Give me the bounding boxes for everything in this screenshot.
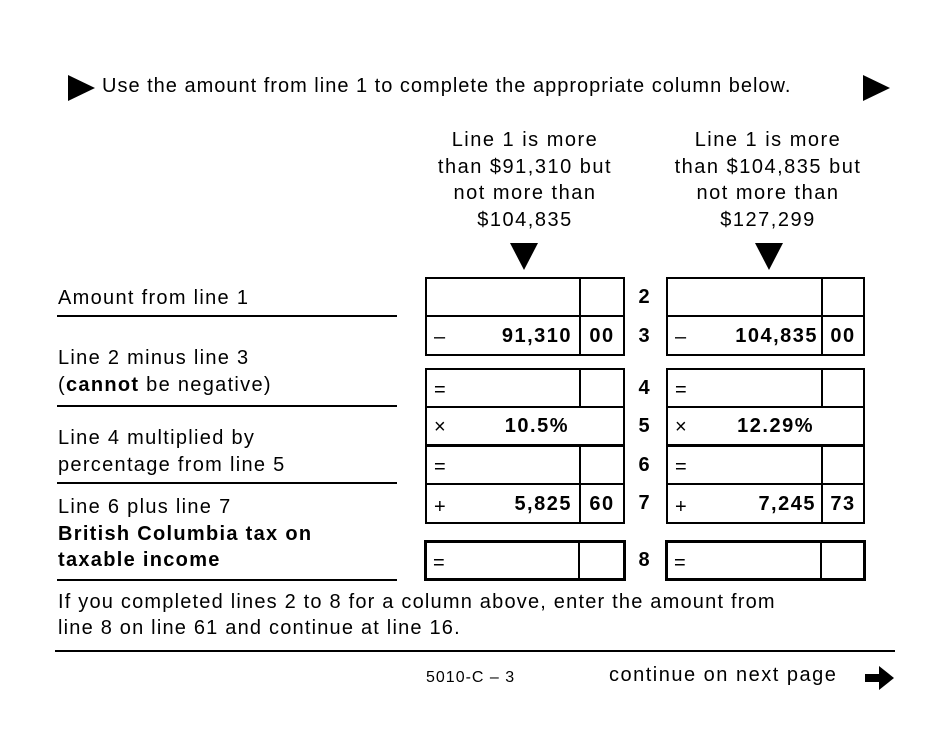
equals-sign: = [675, 379, 687, 401]
plus-sign: + [434, 496, 446, 518]
right-arrow-icon [865, 665, 895, 691]
rate: 10.5% [504, 415, 569, 437]
col2-line6-field[interactable] [666, 445, 865, 485]
amount: 5,825 [514, 493, 572, 515]
down-arrow-icon [510, 243, 538, 270]
continue-text: continue on next page [609, 664, 838, 686]
line-number: 5 [638, 415, 650, 437]
divider [57, 405, 397, 407]
equals-sign: = [675, 456, 687, 478]
heading-line: than $91,310 but [437, 155, 613, 178]
note-text: line 8 on line 61 and continue at line 16. [58, 617, 461, 639]
cents: 00 [589, 325, 615, 347]
heading-line: Line 1 is more [451, 129, 599, 151]
label-text: Line 2 minus line 3 [58, 347, 250, 369]
col2-line8-field[interactable] [665, 540, 866, 581]
instruction-row [68, 74, 894, 102]
col1-line6-field[interactable] [425, 445, 625, 485]
amount: 7,245 [758, 493, 816, 515]
footer-divider [55, 650, 895, 652]
heading-line: $127,299 [720, 208, 816, 231]
col2-line7-field[interactable] [666, 483, 865, 524]
heading-line: than $104,835 but [674, 155, 862, 178]
label-text: Line 4 multiplied by [58, 427, 256, 449]
plus-sign: + [675, 496, 687, 518]
equals-sign: = [434, 379, 446, 401]
label-text: ( [58, 373, 66, 396]
minus-sign: – [675, 326, 687, 348]
label-text: British Columbia tax on [58, 522, 313, 545]
cents: 73 [830, 493, 856, 515]
cents: 60 [589, 493, 615, 515]
label-text: Line 6 plus line 7 [58, 496, 232, 518]
line-number: 3 [638, 325, 650, 347]
column-2-heading [658, 127, 878, 233]
column-1-heading [420, 127, 630, 233]
note-text: If you completed lines 2 to 8 for a column above, enter the amount from [58, 591, 776, 613]
equals-sign: = [434, 456, 446, 478]
divider [57, 482, 397, 484]
line-number: 2 [638, 286, 650, 308]
multiply-sign: × [675, 416, 687, 438]
line-number: 4 [638, 377, 650, 399]
line-number: 7 [638, 492, 650, 514]
play-arrow-icon [68, 75, 95, 101]
divider [57, 579, 397, 581]
divider [57, 315, 397, 317]
heading-line: Line 1 is more [694, 129, 842, 151]
minus-sign: – [434, 326, 446, 348]
amount: 91,310 [501, 325, 572, 347]
col1-line2-field[interactable] [425, 277, 625, 317]
col1-line8-field[interactable] [424, 540, 626, 581]
multiply-sign: × [434, 416, 446, 438]
rate: 12.29% [737, 415, 814, 437]
instruction-text: Use the amount from line 1 to complete the appropriate column below. [102, 75, 792, 97]
label-line-8 [58, 494, 312, 574]
play-arrow-icon [863, 75, 890, 101]
line-number: 6 [638, 454, 650, 476]
heading-line: not more than [696, 182, 840, 204]
col2-line2-field[interactable] [666, 277, 865, 317]
label-line-6 [58, 425, 286, 478]
down-arrow-icon [755, 243, 783, 270]
col1-line4-field[interactable] [425, 368, 625, 408]
equals-sign: = [433, 552, 445, 574]
label-emphasis: cannot [65, 373, 140, 396]
col1-line3-field[interactable] [425, 315, 625, 356]
label-text: be negative) [139, 373, 272, 396]
label-text [58, 372, 272, 399]
col2-line5-field[interactable] [666, 406, 865, 446]
footer-note [58, 589, 918, 641]
amount: 104,835 [735, 325, 818, 347]
equals-sign: = [674, 552, 686, 574]
col2-line4-field[interactable] [666, 368, 865, 408]
label-line-2: Amount from line 1 [58, 287, 250, 309]
col1-line5-field[interactable] [425, 406, 625, 446]
cents: 00 [830, 325, 856, 347]
heading-line: not more than [453, 182, 597, 204]
label-text: taxable income [58, 549, 221, 571]
label-text: percentage from line 5 [58, 453, 286, 476]
col1-line7-field[interactable] [425, 483, 625, 524]
heading-line: $104,835 [477, 208, 573, 231]
line-number: 8 [638, 549, 650, 571]
label-line-4 [58, 345, 272, 398]
form-number: 5010-C – 3 [426, 669, 516, 686]
col2-line3-field[interactable] [666, 315, 865, 356]
